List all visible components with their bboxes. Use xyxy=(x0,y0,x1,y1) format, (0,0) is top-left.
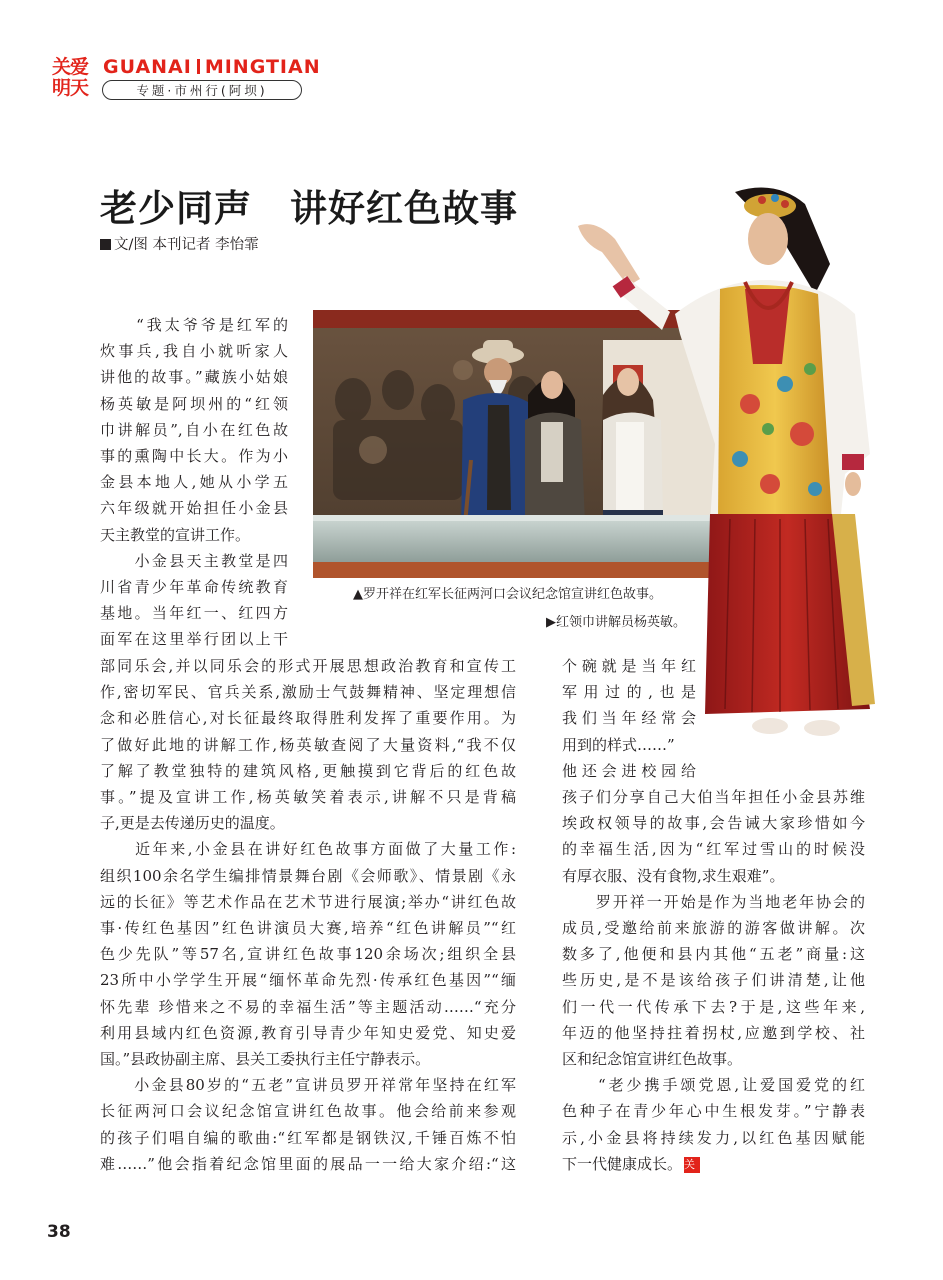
text-line: 怀先辈 珍惜来之不易的幸福生活”等主题活动……“充分 xyxy=(100,997,516,1016)
text-line: 念和必胜信心,对长征最终取得胜利发挥了重要作用。为 xyxy=(100,709,516,728)
text-line: 事。”提及宣讲工作,杨英敏笑着表示,讲解不只是背稿 xyxy=(100,788,516,807)
text-line: 六年级就开始担任小金县 xyxy=(100,499,288,518)
text-line: 金县本地人,她从小学五 xyxy=(100,473,288,492)
column1-top-text xyxy=(100,312,288,653)
text-line: 军用过的,也是 xyxy=(562,683,696,702)
text-line xyxy=(562,1151,865,1177)
text-line: 的孩子们唱自编的歌曲:“红军都是钢铁汉,千锤百炼不怕 xyxy=(100,1128,516,1147)
text-line: 部同乐会,并以同乐会的形式开展思想政治教育和宣传工 xyxy=(100,657,516,675)
byline-square-icon xyxy=(100,239,111,250)
logo-line2: 明天 xyxy=(52,77,89,99)
column2-bottom-text xyxy=(562,784,865,1177)
section-label: 专题·市州行(阿坝) xyxy=(102,80,302,100)
text-line: 巾讲解员”,自小在红色故 xyxy=(100,420,288,439)
text-line: 天主教堂的宣讲工作。 xyxy=(100,525,251,544)
article-title: 老少同声 讲好红色故事 xyxy=(100,186,518,230)
text-line: 有厚衣服、没有食物,求生艰难”。 xyxy=(562,866,785,885)
byline xyxy=(100,233,259,254)
end-mark-icon: 关 xyxy=(684,1157,700,1173)
brand-separator xyxy=(197,59,200,74)
brand-right: MINGTIAN xyxy=(204,56,321,78)
text-line: 炊事兵,我自小就听家人 xyxy=(100,342,288,361)
text-line: 讲他的故事。”藏族小姑娘 xyxy=(100,368,288,387)
text-line: 23所中小学学生开展“缅怀革命先烈·传承红色基因”“缅 xyxy=(100,971,516,990)
caption-girl: ▶红领巾讲解员杨英敏。 xyxy=(546,615,686,630)
text-line: 们一代一代传承下去?于是,这些年来, xyxy=(562,997,865,1016)
text-line: 组织100余名学生编排情景舞台剧《会师歌》、情景剧《永 xyxy=(100,866,516,885)
text-line: 他还会进校园给 xyxy=(562,761,696,780)
text-line: 罗开祥一开始是作为当地老年协会的 xyxy=(562,892,865,911)
text-line: 国。”县政协副主席、县关工委执行主任宁静表示。 xyxy=(100,1050,431,1069)
text-line: 长征两河口会议纪念馆宣讲红色故事。他会给前来参观 xyxy=(100,1102,516,1121)
text-line: 了解了教堂独特的建筑风格,更触摸到它背后的红色故 xyxy=(100,761,516,780)
text-line: 的幸福生活,因为“红军过雪山的时候没 xyxy=(562,840,865,859)
brand-wordmark xyxy=(103,56,321,78)
text-line: 成员,受邀给前来旅游的游客做讲解。次 xyxy=(562,919,865,938)
caption-museum: ▲罗开祥在红军长征两河口会议纪念馆宣讲红色故事。 xyxy=(353,587,662,602)
closing-text: 下一代健康成长。 xyxy=(562,1154,683,1173)
text-line: 色种子在青少年心中生根发芽。”宁静表 xyxy=(562,1102,865,1121)
text-line: 小金县80岁的“五老”宣讲员罗开祥常年坚持在红军 xyxy=(100,1076,516,1095)
text-line: 个碗就是当年红 xyxy=(562,657,696,675)
text-line: 些历史,是不是该给孩子们讲清楚,让他 xyxy=(562,971,865,990)
logo-line1: 关爱 xyxy=(52,56,89,78)
text-line: 子,更是去传递历史的温度。 xyxy=(100,814,285,833)
text-line: 孩子们分享自己大伯当年担任小金县苏维 xyxy=(562,788,865,806)
text-line: “老少携手颂党恩,让爱国爱党的红 xyxy=(562,1076,865,1095)
text-line: 川省青少年革命传统教育 xyxy=(100,578,288,597)
text-line: 远的长征》等艺术作品在艺术节进行展演;举办“讲红色故 xyxy=(100,892,516,911)
text-line: 近年来,小金县在讲好红色故事方面做了大量工作: xyxy=(100,840,516,859)
text-line: 区和纪念馆宣讲红色故事。 xyxy=(562,1050,743,1069)
text-line: 年迈的他坚持拄着拐杖,应邀到学校、社 xyxy=(562,1023,865,1042)
text-line: 数多了,他便和县内其他“五老”商量:这 xyxy=(562,945,865,964)
byline-text: 文/图 本刊记者 李怡霏 xyxy=(114,237,259,253)
text-line: 作,密切军民、官兵关系,激励士气鼓舞精神、坚定理想信 xyxy=(100,683,516,702)
text-line: 事的熏陶中长大。作为小 xyxy=(100,447,288,466)
text-line: 难……”他会指着纪念馆里面的展品一一给大家介绍:“这 xyxy=(100,1154,516,1173)
text-line: 埃政权领导的故事,会告诫大家珍惜如今 xyxy=(562,814,865,833)
brand-left: GUANAI xyxy=(103,56,192,78)
column2-top-text xyxy=(562,653,696,784)
text-line: “我太爷爷是红军的 xyxy=(100,316,288,334)
text-line: 杨英敏是阿坝州的“红领 xyxy=(100,394,288,413)
text-line: 利用县域内红色资源,教育引导青少年知史爱党、知史爱 xyxy=(100,1023,516,1042)
text-line: 基地。当年红一、红四方 xyxy=(100,604,288,623)
text-line: 了做好此地的讲解工作,杨英敏查阅了大量资料,“我不仅 xyxy=(100,735,516,754)
page-number: 38 xyxy=(47,1222,71,1242)
magazine-logo xyxy=(52,57,96,99)
text-line: 我们当年经常会 xyxy=(562,709,696,728)
text-line: 色少先队”等57名,宣讲红色故事120余场次;组织全县 xyxy=(100,945,516,964)
text-line: 用到的样式……” xyxy=(562,735,675,754)
text-line: 小金县天主教堂是四 xyxy=(100,551,288,570)
text-line: 事·传红色基因”红色讲演员大赛,培养“红色讲解员”“红 xyxy=(100,919,516,938)
column1-bottom-text xyxy=(100,653,516,1177)
text-line: 示,小金县将持续发力,以红色基因赋能 xyxy=(562,1128,865,1147)
text-line: 面军在这里举行团以上干 xyxy=(100,630,288,649)
